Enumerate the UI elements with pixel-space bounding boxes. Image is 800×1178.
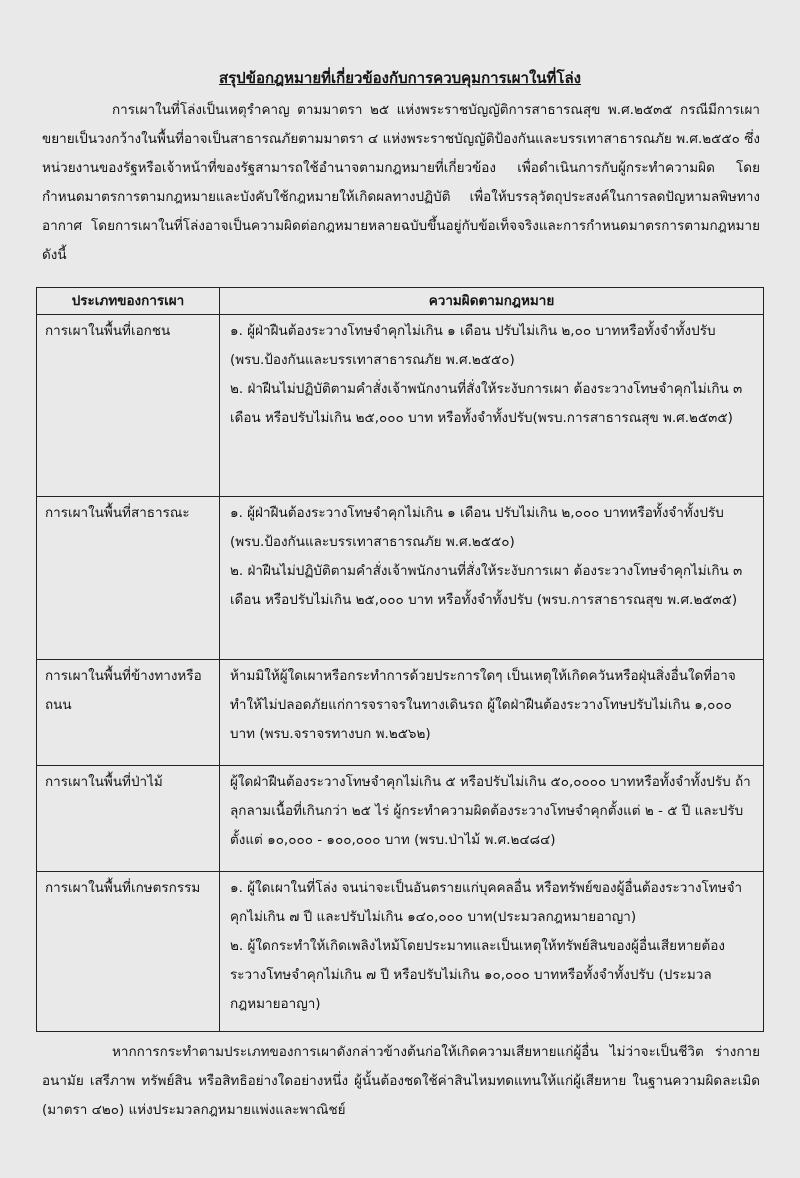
offense-cell: [220, 660, 764, 766]
offense-cell: [220, 315, 764, 497]
table-row: [37, 872, 764, 1032]
offense-item: ๑. ผู้ใดเผาในที่โล่ง จนน่าจะเป็นอันตรายแก่บุคคลอื่น หรือทรัพย์ของผู้อื่นต้องระวางโทษจำคุกไม่เกิน ๗ ปี และปรับไม่เกิน ๑๔๐,๐๐๐ บาท(ประมวลกฎหมายอาญา): [230, 880, 743, 925]
closing-paragraph: หากการกระทำตามประเภทของการเผาดังกล่าวข้างต้นก่อให้เกิดความเสียหายแก่ผู้อื่น ไม่ว่าจะเป็นชีวิต ร่างกาย อนามัย เสรีภาพ ทรัพย์สิน หรือสิทธิอย่างใดอย่างหนึ่ง ผู้นั้นต้องชดใช้ค่าสินไหมทดแทนให้แก่ผู้เสียหาย ในฐานความผิดละเมิด (มาตรา ๔๒๐) แห่งประมวลกฎหมายแพ่งและพาณิชย์: [42, 1044, 760, 1118]
burn-type-cell: การเผาในพื้นที่เกษตรกรรม: [37, 872, 220, 1032]
offense-item: ห้ามมิให้ผู้ใดเผาหรือกระทำการด้วยประการใดๆ เป็นเหตุให้เกิดควันหรือฝุ่นสิ่งอื่นใดที่อาจทำให้ไม่ปลอดภัยแก่การจราจรในทางเดินรถ ผู้ใดฝ่าฝืนต้องระวางโทษปรับไม่เกิน ๑,๐๐๐ บาท (พรบ.จราจรทางบก พ.๒๕๖๒): [230, 668, 736, 742]
header-legal-offense: ความผิดตามกฎหมาย: [220, 288, 764, 315]
offense-cell: [220, 872, 764, 1032]
offense-item: ผู้ใดฝ่าฝืนต้องระวางโทษจำคุกไม่เกิน ๕ หรือปรับไม่เกิน ๕๐,๐๐๐๐ บาทหรือทั้งจำทั้งปรับ ถ้าลุกลามเนื้อที่เกินกว่า ๒๕ ไร่ ผู้กระทำความผิดต้องระวางโทษจำคุกตั้งแต่ ๒ - ๕ ปี และปรับตั้งแต่ ๑๐,๐๐๐ - ๑๐๐,๐๐๐ บาท (พรบ.ป่าไม้ พ.ศ.๒๔๘๔): [230, 774, 751, 848]
burn-type-cell: การเผาในพื้นที่สาธารณะ: [37, 497, 220, 660]
offense-item: ๒. ฝ่าฝืนไม่ปฏิบัติตามคำสั่งเจ้าพนักงานที่สั่งให้ระงับการเผา ต้องระวางโทษจำคุกไม่เกิน ๓ เดือน หรือปรับไม่เกิน ๒๕,๐๐๐ บาท หรือทั้งจำทั้งปรับ(พรบ.การสาธารณสุข พ.ศ.๒๕๓๕): [230, 381, 743, 426]
header-burn-type: ประเภทของการเผา: [37, 288, 220, 315]
burn-type-cell: การเผาในพื้นที่ป่าไม้: [37, 766, 220, 872]
offense-cell: [220, 766, 764, 872]
table-row: [37, 315, 764, 497]
burn-type-cell: การเผาในพื้นที่เอกชน: [37, 315, 220, 497]
table-row: [37, 660, 764, 766]
offense-item: ๑. ผู้ฝ่าฝืนต้องระวางโทษจำคุกไม่เกิน ๑ เดือน ปรับไม่เกิน ๒,๐๐๐ บาทหรือทั้งจำทั้งปรับ (พรบ.ป้องกันและบรรเทาสาธารณภัย พ.ศ.๒๕๕๐): [230, 505, 724, 550]
offense-item: ๑. ผู้ฝ่าฝืนต้องระวางโทษจำคุกไม่เกิน ๑ เดือน ปรับไม่เกิน ๒,๐๐ บาทหรือทั้งจำทั้งปรับ (พรบ.ป้องกันและบรรเทาสาธารณภัย พ.ศ.๒๕๕๐): [230, 323, 716, 368]
intro-paragraph: การเผาในที่โล่งเป็นเหตุรำคาญ ตามมาตรา ๒๕ แห่งพระราชบัญญัติการสาธารณสุข พ.ศ.๒๕๓๕ กรณีมีการเผาขยายเป็นวงกว้างในพื้นที่อาจเป็นสาธารณภัยตามมาตรา ๔ แห่งพระราชบัญญัติป้องกันและบรรเทาสาธารณภัย พ.ศ.๒๕๕๐ ซึ่งหน่วยงานของรัฐหรือเจ้าหน้าที่ของรัฐสามารถใช้อำนาจตามกฎหมายที่เกี่ยวข้อง เพื่อดำเนินการกับผู้กระทำความผิด โดยกำหนดมาตรการตามกฎหมายและบังคับใช้กฎหมายให้เกิดผลทางปฏิบัติ เพื่อให้บรรลุวัตถุประสงค์ในการลดปัญหามลพิษทางอากาศ โดยการเผาในที่โล่งอาจเป็นความผิดต่อกฎหมายหลายฉบับขึ้นอยู่กับข้อเท็จจริงและการกำหนดมาตรการตามกฎหมาย ดังนี้: [42, 102, 760, 263]
law-summary-table: [36, 287, 764, 1032]
document-title: สรุปข้อกฎหมายที่เกี่ยวข้องกับการควบคุมการเผาในที่โล่ง: [218, 69, 582, 87]
table-header-row: [37, 288, 764, 315]
table-row: [37, 497, 764, 660]
burn-type-cell: การเผาในพื้นที่ข้างทางหรือถนน: [37, 660, 220, 766]
offense-item: ๒. ผู้ใดกระทำให้เกิดเพลิงไหม้โดยประมาทและเป็นเหตุให้ทรัพย์สินของผู้อื่นเสียหายต้องระวางโทษจำคุกไม่เกิน ๗ ปี หรือปรับไม่เกิน ๑๐,๐๐๐ บาทหรือทั้งจำทั้งปรับ (ประมวลกฎหมายอาญา): [230, 938, 725, 1012]
offense-cell: [220, 497, 764, 660]
offense-item: ๒. ฝ่าฝืนไม่ปฏิบัติตามคำสั่งเจ้าพนักงานที่สั่งให้ระงับการเผา ต้องระวางโทษจำคุกไม่เกิน ๓ เดือน หรือปรับไม่เกิน ๒๕,๐๐๐ บาท หรือทั้งจำทั้งปรับ (พรบ.การสาธารณสุข พ.ศ.๒๕๓๕): [230, 563, 743, 608]
table-row: [37, 766, 764, 872]
